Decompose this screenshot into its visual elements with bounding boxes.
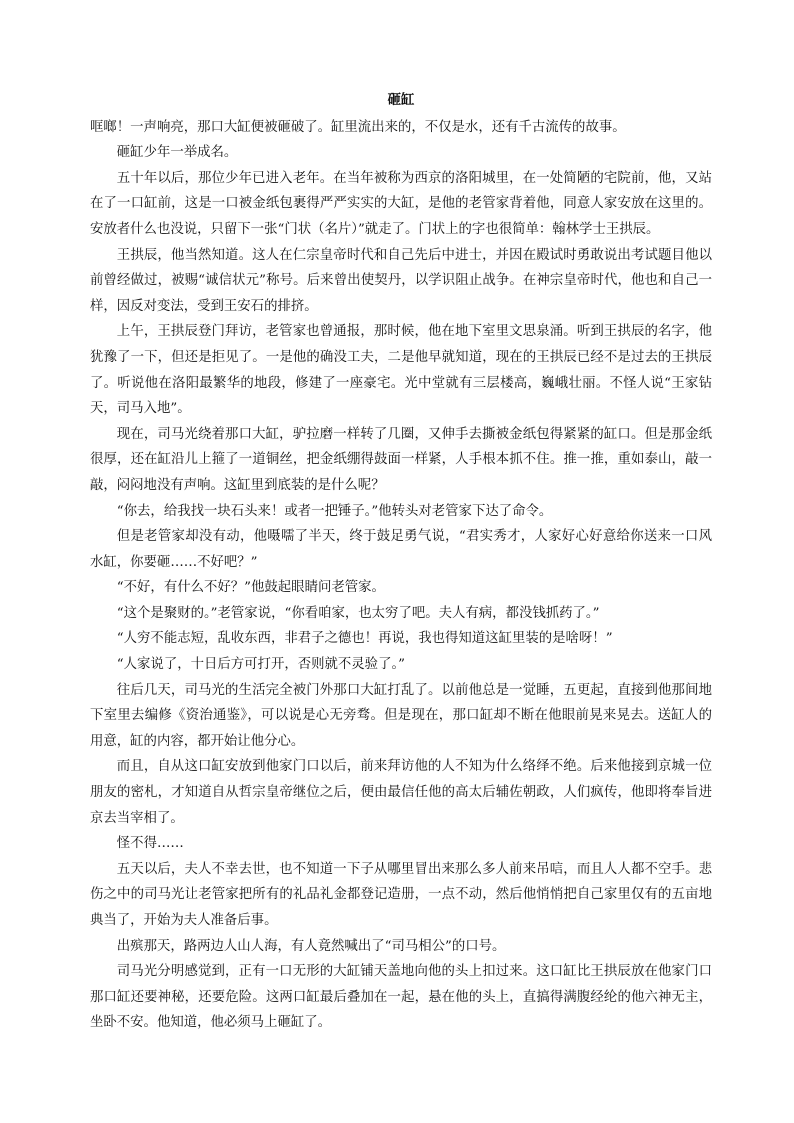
paragraph-14: 而且，自从这口缸安放到他家门口以后，前来拜访他的人不知为什么络绎不绝。后来他接到京城一位朋友的密札，才知道自从哲宗皇帝继位之后，便由最信任他的高太后辅佐朝政，人们疯传，他即将奉旨进京去当宰相了。 [90,759,712,826]
paragraph-15: 怪不得…… [116,836,184,852]
paragraph-1: 哐啷！一声响亮，那口大缸便被砸破了。缸里流出来的，不仅是水，还有千古流传的故事。 [90,119,626,135]
paragraph-4: 王拱辰，他当然知道。这人在仁宗皇帝时代和自己先后中进士，并因在殿试时勇敢说出考试题目他以前曾经做过，被赐“诚信状元”称号。后来曾出使契丹，以学识阻止战争。在神宗皇帝时代，他也和自己一样，因反对变法，受到王安石的排挤。 [90,247,712,314]
paragraph-2: 砸缸少年一举成名。 [116,145,238,161]
paragraph-18: 司马光分明感觉到，正有一口无形的大缸铺天盖地向他的头上扣过来。这口缸比王拱辰放在他家门口那口缸还要神秘，还要危险。这两口缸最后叠加在一起，悬在他的头上，直搞得满腹经纶的他六神无主，坐卧不安。他知道，他必须马上砸缸了。 [90,964,712,1031]
document-page [90,88,712,1036]
paragraph-16: 五天以后，夫人不幸去世，也不知道一下子从哪里冒出来那么多人前来吊唁，而且人人都不空手。悲伤之中的司马光让老管家把所有的礼品礼金都登记造册，一点不动，然后他悄悄把自己家里仅有的五亩地典当了，开始为夫人准备后事。 [90,861,712,928]
paragraph-9: “不好，有什么不好？”他鼓起眼睛问老管家。 [116,580,385,596]
paragraph-11: “人穷不能志短，乱收东西，非君子之德也！再说，我也得知道这缸里装的是啥呀！” [116,631,613,647]
paragraph-12: “人家说了，十日后方可打开，否则就不灵验了。” [116,657,405,673]
paragraph-6: 现在，司马光绕着那口大缸，驴拉磨一样转了几圈，又伸手去撕被金纸包得紧紧的缸口。但是那金纸很厚，还在缸沿儿上箍了一道铜丝，把金纸绷得鼓面一样紧，人手根本抓不住。推一推，重如泰山，敲一敲，闷闷地没有声响。这缸里到底装的是什么呢？ [90,426,712,493]
article-title: 砸缸 [387,93,415,108]
paragraph-3: 五十年以后，那位少年已进入老年。在当年被称为西京的洛阳城里，在一处简陋的宅院前，他，又站在了一口缸前，这是一口被金纸包裹得严严实实的大缸，是他的老管家背着他，同意人家安放在这里的。安放者什么也没说，只留下一张“门状（名片）”就走了。门状上的字也很简单：翰林学士王拱辰。 [90,170,712,237]
paragraph-8: 但是老管家却没有动，他嗫嚅了半天，终于鼓足勇气说，“君实秀才，人家好心好意给你送来一口风水缸，你要砸……不好吧？” [90,529,712,570]
paragraph-5: 上午，王拱辰登门拜访，老管家也曾通报，那时候，他在地下室里文思泉涌。听到王拱辰的名字，他犹豫了一下，但还是拒见了。一是他的确没工夫，二是他早就知道，现在的王拱辰已经不是过去的王拱辰了。听说他在洛阳最繁华的地段，修建了一座豪宅。光中堂就有三层楼高，巍峨壮丽。不怪人说“王家钻天，司马入地”。 [90,324,712,417]
paragraph-7: “你去，给我找一块石头来！或者一把锤子。”他转头对老管家下达了命令。 [116,503,553,519]
paragraph-13: 往后几天，司马光的生活完全被门外那口大缸打乱了。以前他总是一觉睡，五更起，直接到他那间地下室里去编修《资治通鉴》，可以说是心无旁骛。但是现在，那口缸却不断在他眼前晃来晃去。送缸人的用意，缸的内容，都开始让他分心。 [90,682,712,749]
paragraph-17: 出殡那天，路两边人山人海，有人竟然喊出了“司马相公”的口号。 [116,938,506,954]
paragraph-10: “这个是聚财的。”老管家说，“你看咱家，也太穷了吧。夫人有病，都没钱抓药了。” [116,605,600,621]
